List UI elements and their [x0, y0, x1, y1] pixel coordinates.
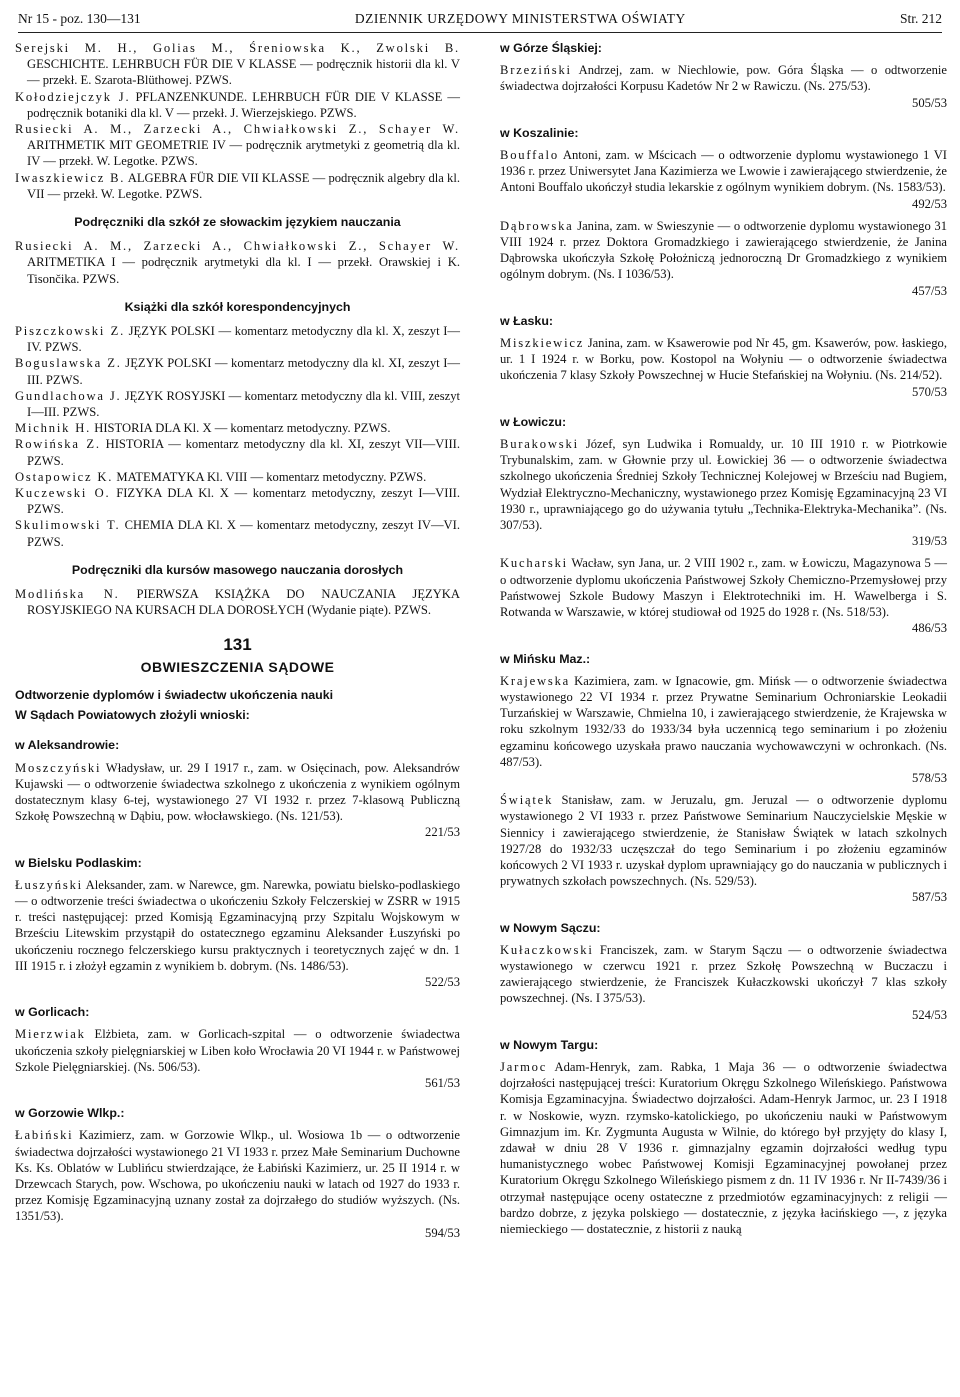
author-name: Piszczkowski Z. [15, 324, 126, 339]
header-title: DZIENNIK URZĘDOWY MINISTERSTWA OŚWIATY [354, 11, 686, 26]
court-notice [15, 760, 460, 825]
entry-text: ARITHMETIK MIT GEOMETRIE IV — podręcznik arytmetyki z geometrią dla kl. IV — przekł. W. Legotke. PZWS. [27, 138, 460, 169]
entry-text: GESCHICHTE. LEHRBUCH FÜR DIE V KLASSE — podręcznik historii dla kl. V — przekł. E. Szarota-Blüthowej. PZWS. [27, 57, 460, 88]
entry-text: JĘZYK POLSKI — komentarz metodyczny dla kl. X, zeszyt I—IV. PZWS. [27, 324, 460, 355]
book-entry [15, 238, 460, 287]
book-entry [15, 388, 460, 420]
court-notice [500, 942, 947, 1007]
notice-text: Stanisław, zam. w Jeruzalu, gm. Jeruzal — o odtworzenie dyplomu wystawionego 2 VI 1933 r. przez Państwowe Seminarium Nauczycielskie Męskie w Siennicy i zawierającego stwierdzenie, że Stanisław Świątek w latach szkolnych 1927/28 do 1932/33 uczęszczał do tego Seminarium i po złożeniu egzaminów końcowych 2 VI 1933 r. uzyskał dyplom uprawniający go do nauczania w publicznych i prywatnych szkołach powszechnych. (Ns. 529/53). [500, 793, 947, 889]
court-notice [500, 218, 947, 283]
page-header [18, 6, 942, 33]
reference-number: 492/53 [912, 196, 947, 211]
person-name: Jarmoc [500, 1059, 548, 1074]
author-name: Kołodziejczyk J. [15, 89, 131, 104]
reference-number: 561/53 [425, 1075, 460, 1090]
section-heading: Podręczniki dla kursów masowego nauczania dorosłych [71, 562, 404, 577]
person-name: Miszkiewicz [500, 336, 585, 351]
person-name: Łabiński [15, 1128, 74, 1143]
reference-number: 524/53 [912, 1007, 947, 1022]
notice-text: Władysław, ur. 29 I 1917 r., zam. w Osięcinach, pow. Aleksandrów Kujawski — o odtworzenie świadectwa szkolnego z ukończenia z wynikiem ogólnym dostatecznym klasy 6-tej, wystawionego 27 VI 1932 r. przez 7-klasową Publiczną Szkołę Powszechną w Dąbiu, pow. włocławskiego. (Ns. 121/53). [15, 760, 460, 824]
book-entry [15, 420, 460, 436]
author-name: Michnik H. [15, 421, 92, 436]
entry-text: ARITMETIKA I — podręcznik arytmetyki dla kl. I — przekł. Orawskiej i K. Tisončika. PZWS. [27, 255, 460, 286]
court-notice [15, 877, 460, 974]
author-name: Boguslawska Z. [15, 356, 122, 371]
person-name: Kułaczkowski [500, 942, 594, 957]
reference-number: 505/53 [912, 95, 947, 110]
author-name: Gundlachowa J. [15, 388, 122, 403]
left-column [15, 40, 460, 1241]
reference-number: 457/53 [912, 283, 947, 298]
court-notice [500, 673, 947, 770]
author-name: Skulimowski T. [15, 518, 121, 533]
entry-text: PFLANZENKUNDE. LEHRBUCH FÜR DIE V KLASSE — podręcznik botaniki dla kl. V — przekł. J. Wierzejskiego. PZWS. [27, 89, 460, 120]
court-notice [500, 792, 947, 889]
court-city: w Aleksandrowie: [15, 738, 120, 753]
court-city: w Łasku: [500, 313, 554, 328]
notice-text: Elżbieta, zam. w Gorlicach-szpital — o odtworzenie świadectwa ukończenia szkoły pielęgniarskiej w Liben koło Wrocławia 20 VI 1944 r. w Państwowej Szkole Pielęgniarskiej. (Ns. 506/53). [15, 1027, 460, 1074]
author-name: Kuczewski O. [15, 486, 111, 501]
author-name: Serejski M. H., Golias M., Śreniowska K., Zwolski B. [15, 41, 460, 55]
author-name: Ostapowicz K. [15, 469, 114, 484]
entry-text: ALGEBRA FÜR DIE VII KLASSE — podręcznik algebry dla kl. VII — przekł. W. Legotke. PZWS. [27, 170, 460, 201]
header-page: Str. 212 [899, 11, 942, 26]
book-entry [15, 89, 460, 121]
reference-number: 221/53 [425, 825, 460, 840]
person-name: Świątek [500, 793, 554, 808]
notice-text: Adam-Henryk, zam. Rabka, 1 Maja 36 — o odtworzenie świadectwa dojrzałości następującej treści: Kuratorium Okręgu Szkolnego Wileńskiego. Państwowa Komisja Egzaminacyjna. Świadectwo dojrzałości. Adam-Henryk Jarmoc, ur. 23 I 1918 r. w Noskowie, wyzn. rzymsko-katolickiego, po ukończeniu nauki w Państwowym Gimnazjum im. Kr. Zygmunta Augusta w Wilnie, do którego był przyjęty do klasy I, zdawał w dniu 28 V 1936 r. gimnazjalny egzamin dojrzałości według typu humanistycznego wobec Państwowej Komisji Egzaminacyjnej powołanej przez Kuratorium Okręgu Szkolnego Wileńskiego pismem z dn. 11 IV 1936 r. Nr II-7439/36 i otrzymał następujące oceny ostateczne z przedmiotów egzaminacyjnych: z religii — bardzo dobrze, z języka polskiego — dostatecznie, z języka łacińskiego —, z języka niemieckiego — dostatecznie, z historii z nauką [500, 1059, 947, 1236]
notice-text: Wacław, syn Jana, ur. 2 VIII 1902 r., zam. w Łowiczu, Magazynowa 5 — o odtworzenie dyplomu ukończenia Państwowej Szkoły Chemiczno-Przemysłowej przy Państwowej Szkole Budowy Maszyn i Elektrotechniki im. H. Wawelberga i S. Rotwanda w Warszawie, w której studiował od 1925 do 1928 r. (Ns. 518/53). [500, 556, 947, 620]
book-entry [15, 469, 460, 485]
notice-text: Kazimierz, zam. w Gorzowie Wlkp., ul. Wosiowa 1b — o odtworzenie świadectwa dojrzałości wystawionego 21 VI 1933 r. przez Małe Seminarium Duchowne Ks. Ks. Oblatów w Lublińcu stwierdzające, że Łabiński Kazimierz, ur. 25 II 1914 r. w Drzewcach Starych, pow. Wschowa, po ukończeniu nauki w latach od 1927 do 1933 r. przez Komisję Egzaminacyjną uznany został za dojrzałego do studiów wyższych. (Ns. 1351/53). [15, 1128, 460, 1224]
reference-number: 594/53 [425, 1225, 460, 1240]
person-name: Brzeziński [500, 63, 572, 78]
section-heading: Podręczniki dla szkół ze słowackim językiem nauczania [74, 215, 401, 230]
reference-number: 486/53 [912, 621, 947, 636]
court-city: w Nowym Sączu: [500, 920, 601, 935]
book-entry [15, 170, 460, 202]
court-city: w Gorlicach: [15, 1005, 90, 1020]
court-notice [500, 555, 947, 620]
person-name: Burakowski [500, 437, 579, 452]
court-city: w Górze Śląskiej: [500, 41, 602, 55]
notice-text: Franciszek, zam. w Starym Sączu — o odtworzenie świadectwa wystawionego w czerwcu 1921 r. przez Szkołę Powszechną w Buczaczu i zawierającego stwierdzenie, że Franciszek Kułaczkowski ukończył 7 klas szkoły powszechnej. (Ns. I 375/53). [500, 942, 947, 1006]
reference-number: 587/53 [912, 890, 947, 905]
header-issue: Nr 15 - poz. 130—131 [18, 11, 141, 26]
notice-text: Andrzej, zam. w Niechlowie, pow. Góra Śląska — o odtworzenie świadectwa dojrzałości Korpusu Kadetów Nr 2 w Rawiczu. (Ns. 275/53). [500, 63, 947, 94]
court-city: w Gorzowie Wlkp.: [15, 1106, 125, 1121]
book-entry [15, 436, 460, 468]
reference-number: 522/53 [425, 974, 460, 989]
reference-number: 570/53 [912, 384, 947, 399]
entry-text: JĘZYK POLSKI — komentarz metodyczny dla kl. XI, zeszyt I—III. PZWS. [27, 356, 460, 387]
court-notice [500, 62, 947, 94]
entry-text: PIERWSZA KSIĄŻKA DO NAUCZANIA JĘZYKA ROSYJSKIEGO NA KURSACH DLA DOROSŁYCH (Wydanie piąte). PZWS. [27, 587, 460, 618]
author-name: Modlińska N. [15, 587, 120, 602]
book-entry [15, 40, 460, 89]
notice-title: OBWIESZCZENIA SĄDOWE [140, 658, 335, 675]
court-city: w Mińsku Maz.: [500, 651, 591, 666]
court-city: w Koszalinie: [500, 125, 579, 140]
section-heading: Książki dla szkół korespondencyjnych [124, 299, 351, 314]
person-name: Mierzwiak [15, 1027, 86, 1042]
court-notice [500, 1059, 947, 1237]
author-name: Rusiecki A. M., Zarzecki A., Chwiałkowski Z., Schayer W. [15, 122, 460, 137]
notice-text: Antoni, zam. w Mścicach — o odtworzenie dyplomu wystawionego 1 VI 1936 r. przez Uniwersytet Jana Kazimierza we Lwowie i zawierającego stwierdzenie, że Antoni Bouffalo ukończył studia lekarskie z ogólnym wynikiem dobrym. (Ns. 1583/53). [500, 148, 947, 195]
court-city: w Nowym Targu: [500, 1037, 599, 1052]
court-notice [15, 1026, 460, 1075]
court-notice [15, 1127, 460, 1224]
book-entry [15, 517, 460, 549]
section-number: 131 [223, 634, 252, 654]
intro-line: W Sądach Powiatowych złożyli wnioski: [15, 708, 250, 723]
author-name: Iwaszkiewicz B. [15, 170, 126, 185]
author-name: Rowińska Z. [15, 437, 101, 452]
entry-text: CHEMIA DLA Kl. X — komentarz metodyczny, zeszyt IV—VI. PZWS. [27, 518, 460, 549]
court-notice [500, 335, 947, 384]
entry-text: HISTORIA DLA Kl. X — komentarz metodyczny. PZWS. [91, 421, 391, 436]
person-name: Kucharski [500, 556, 568, 571]
court-notice [500, 147, 947, 196]
notice-text: Kazimiera, zam. w Ignacowie, gm. Mińsk — o odtworzenie świadectwa wystawionego 22 VI 1934 r. przez Prywatne Seminarium Ochroniarskie Leokadii Turzańskiej w Warszawie, Chmielna 10, i zawierającego stwierdzenie, że Krajewska w roku szkolnym 1932/33 do 1933/34 była uczennicą tego seminarium i po złożeniu egzaminu końcowego uzyskała prawo nauczania wychowawczyni w ochronkach. (Ns. 487/53). [500, 673, 947, 769]
person-name: Dąbrowska [500, 218, 574, 233]
court-city: w Łowiczu: [500, 414, 567, 429]
book-entry [15, 485, 460, 517]
entry-text: FIZYKA DLA Kl. X — komentarz metodyczny, zeszyt I—VIII. PZWS. [27, 486, 460, 517]
book-entry [15, 586, 460, 618]
person-name: Bouffalo [500, 148, 559, 163]
court-city: w Bielsku Podlaskim: [15, 855, 142, 870]
author-name: Rusiecki A. M., Zarzecki A., Chwiałkowski Z., Schayer W. [15, 239, 460, 254]
notice-text: Janina, zam. w Swieszynie — o odtworzenie dyplomu wystawionego 31 VIII 1924 r. przez Doktora Gromadzkiego i zawierającego stwierdzenie, że Janina Dąbrowska ukończyła Szkołę Położniczą jednoroczną Dr Gromadzkiego z wynikiem ogólnym dobrym. (Ns. I 1036/53). [500, 218, 947, 282]
person-name: Krajewska [500, 673, 571, 688]
person-name: Łuszyński [15, 877, 83, 892]
notice-text: Józef, syn Ludwika i Romualdy, ur. 10 III 1910 r. w Piotrkowie Trybunalskim, zam. w Głownie przy ul. Łowickiej 36 — o odtworzenie świadectwa szkolnego ukończenia Średniej Szkoły Technicznej Kolejowej w Brześciu nad Bugiem, Wydział Elektryczno-Mechaniczny, wystawionego przez Komisję Egzaminacyjną 23 VI 1930 r., uprawniającego go do używania tytułu „Technika-Elektryka-Mechanika”. (Ns. 307/53). [500, 437, 947, 533]
intro-line: Odtworzenie dyplomów i świadectw ukończenia nauki [15, 687, 334, 702]
notice-text: Janina, zam. w Ksawerowie pod Nr 45, gm. Ksawerów, pow. łaskiego, ur. 1 I 1924 r. w Borku, pow. Kostopol na Wołyniu — o odtworzenie świadectwa ukończenia 7 klasy Szkoły Powszechnej w Hucie Stefańskiej na Wołyniu. (Ns. 214/52). [500, 336, 947, 383]
reference-number: 578/53 [912, 770, 947, 785]
book-entry [15, 355, 460, 387]
entry-text: JĘZYK ROSYJSKI — komentarz metodyczny dla kl. VIII, zeszyt I—III. PZWS. [27, 388, 460, 420]
entry-text: HISTORIA — komentarz metodyczny dla kl. XI, zeszyt VII—VIII. PZWS. [27, 437, 460, 468]
entry-text: MATEMATYKA Kl. VIII — komentarz metodyczny. PZWS. [113, 469, 427, 484]
book-entry [15, 323, 460, 355]
right-column [500, 40, 947, 1237]
person-name: Moszczyński [15, 760, 102, 775]
book-entry [15, 121, 460, 170]
reference-number: 319/53 [912, 534, 947, 549]
court-notice [500, 436, 947, 533]
notice-text: Aleksander, zam. w Narewce, gm. Narewka, powiatu bielsko-podlaskiego — o odtworzenie treści świadectwa o ukończeniu Szkoły Felczerskiej w ZSRR w 1915 r. treści następującej: przed Komisją Egzaminacyjną przy Szpitalu Wojskowym w Brześciu Litewskim przystąpił do ostatecznego egzaminu Aleksander Łuszyński po ukończeniu rocznego felczerskiego kursu praktycznych i teoretycznych zajęć w dn. 1 III 1915 r. i złożył egzamin z wynikiem b. dobrym. (Ns. 1486/53). [15, 877, 460, 973]
